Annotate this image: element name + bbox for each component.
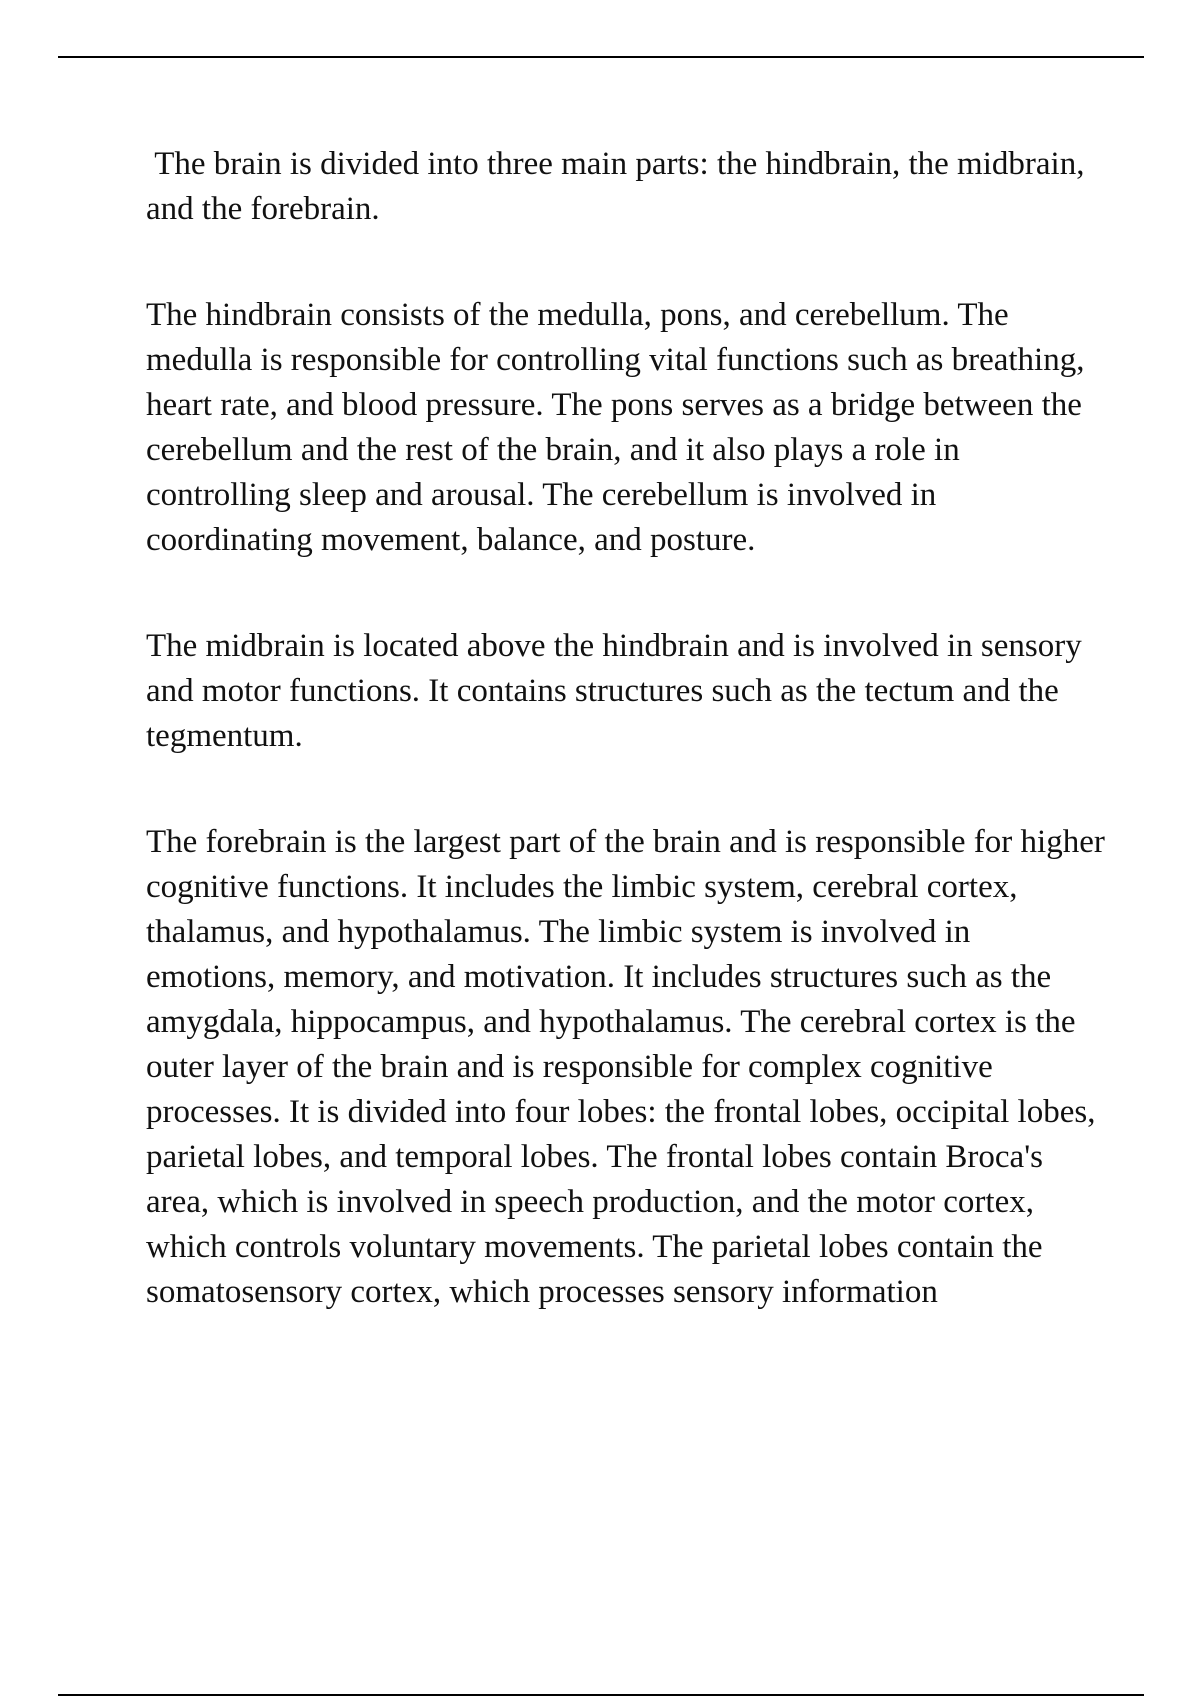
paragraph-forebrain: The forebrain is the largest part of the brain and is responsible for higher cognitive functions. It includes the limbic system, cerebral cortex, thalamus, and hypothalamus. The limbic system is involved in emotions, memory, and motivation. It includes structures such as the amygdala, hippocampus, and hypothalamus. The cerebral cortex is the outer layer of the brain and is responsible for complex cognitive processes. It is divided into four lobes: the frontal lobes, occipital lobes, parietal lobes, and temporal lobes. The frontal lobes contain Broca's area, which is involved in speech production, and the motor cortex, which controls voluntary movements. The parietal lobes contain the somatosensory cortex, which processes sensory information — [146, 824, 1114, 1310]
paragraph-midbrain: The midbrain is located above the hindbrain and is involved in sensory and motor functions. It contains structures such as the tectum and the tegmentum. — [146, 628, 1090, 754]
bottom-rule — [58, 1694, 1144, 1696]
paragraph-intro: The brain is divided into three main parts: the hindbrain, the midbrain, and the forebrain. — [146, 146, 1093, 227]
paragraph-hindbrain: The hindbrain consists of the medulla, pons, and cerebellum. The medulla is responsible for controlling vital functions such as breathing, heart rate, and blood pressure. The pons serves as a bridge between the cerebellum and the rest of the brain, and it also plays a role in controlling sleep and arousal. The cerebellum is involved in coordinating movement, balance, and posture. — [146, 297, 1093, 558]
top-rule — [58, 56, 1144, 58]
document-body — [146, 142, 1114, 1315]
